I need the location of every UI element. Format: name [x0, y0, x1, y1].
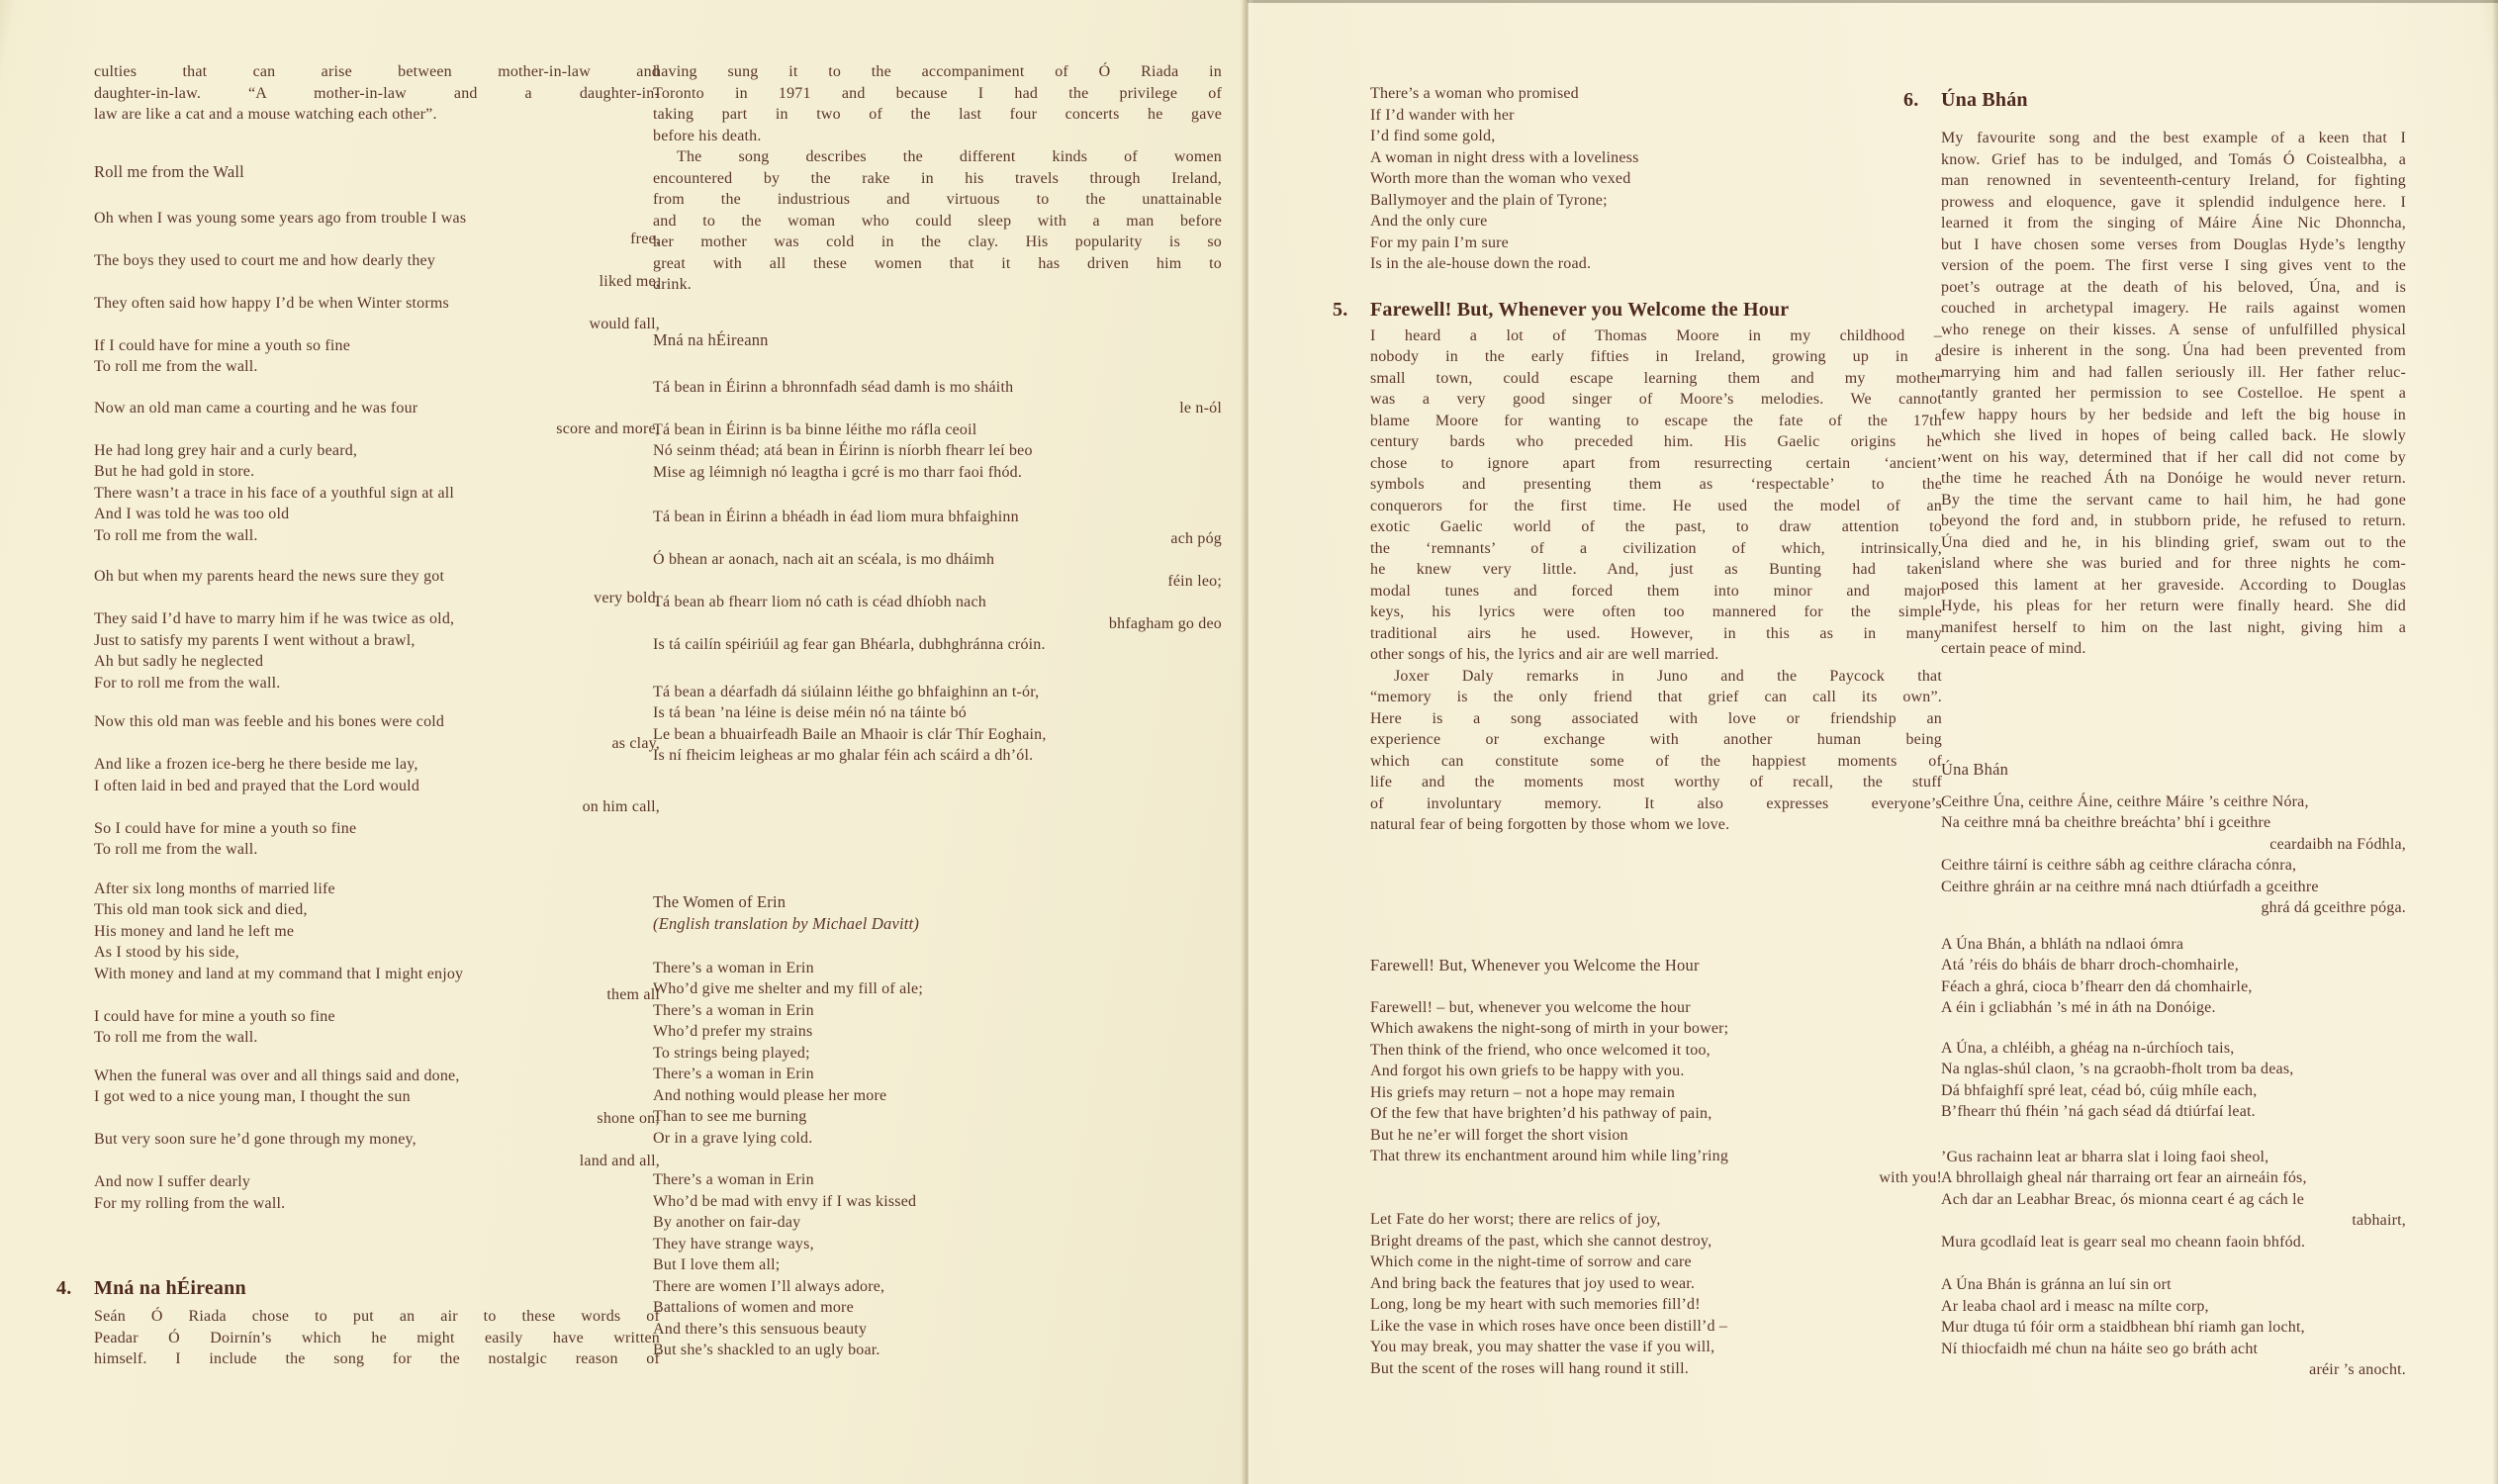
section-heading [1333, 297, 1942, 324]
prose-line: Úna died and he, in his blinding grief, swam out to the [1941, 533, 2406, 551]
verse-line: To strings being played; [653, 1044, 810, 1062]
verse-line: Let Fate do her worst; there are relics of joy, [1370, 1211, 1661, 1228]
verse-line: There are women I’ll always adore, [653, 1277, 885, 1295]
prose-line: tantly granted her permission to see Costelloe. He spent a [1941, 385, 2406, 402]
page-right-edge [2492, 0, 2498, 1484]
section-title: Úna Bhán [1941, 89, 2028, 111]
column-2 [653, 61, 1222, 1361]
verse-line: tabhairt, [2352, 1212, 2406, 1229]
verse-line: Mura gcodlaíd leat is gearr seal mo cheann faoin bhfód. [1941, 1233, 2306, 1251]
verse-line: B’fhearr thú fhéin ’ná gach séad dá dtiúrfaí leat. [1941, 1103, 2256, 1120]
verse-line: aréir ’s anocht. [2309, 1361, 2406, 1378]
prose-line: other songs of his, the lyrics and air are well married. [1370, 646, 1719, 663]
verse-line: There’s a woman in Erin [653, 1001, 814, 1019]
verse-stanza [1941, 1038, 2406, 1123]
verse-line: Who’d give me shelter and my fill of ale; [653, 980, 924, 997]
prose-line: My favourite song and the best example of a keen that I [1941, 130, 2406, 146]
verse-line: For my pain I’m sure [1370, 233, 1509, 251]
prose-line: which she lived in hopes of being called back. He slowly [1941, 427, 2406, 444]
prose-line: By the time the servant came to hail him, he had gone [1941, 491, 2406, 509]
verse-line: To roll me from the wall. [94, 841, 258, 858]
verse-line: Is in the ale-house down the road. [1370, 255, 1592, 272]
verse-line: To roll me from the wall. [94, 1029, 258, 1046]
verse-stanza [1941, 1274, 2406, 1381]
prose-paragraph [94, 1306, 660, 1370]
prose-line: conquerors for the first time. He used the model of an [1370, 497, 1942, 514]
prose-line: Toronto in 1971 and because I had the privilege of [653, 84, 1222, 102]
column-1 [56, 61, 660, 1370]
verse-line: A bhrollaigh gheal nár tharraing ort fear an airneáin fós, [1941, 1169, 2307, 1186]
prose-line: couched in archetypal imagery. He rails against women [1941, 300, 2406, 317]
verse-line: There’s a woman in Erin [653, 1066, 814, 1082]
verse-line: Of the few that have brighten’d his pathway of pain, [1370, 1105, 1712, 1122]
verse-stanza [94, 879, 660, 1049]
verse-line: There’s a woman who promised [1370, 85, 1579, 102]
prose-line: “memory is the only friend that grief can call its own”. [1370, 689, 1942, 705]
verse-line: I often laid in bed and prayed that the Lord would [94, 777, 420, 794]
prose-line: I heard a lot of Thomas Moore in my childhood – [1370, 326, 1942, 344]
prose-line: was a very good singer of Moore’s melodies. We cannot [1370, 391, 1942, 408]
verse-line: Is tá bean ’na léine is deise méin nó na táinte bó [653, 704, 968, 721]
prose-line: having sung it to the accompaniment of Ó Riada in [653, 63, 1222, 80]
prose-line: beyond the ford and, in stubborn pride, he refused to return. [1941, 512, 2406, 529]
prose-line: Here is a song associated with love or friendship an [1370, 709, 1942, 727]
verse-stanza [1370, 1209, 1942, 1379]
verse-stanza [653, 507, 1222, 656]
verse-stanza [1370, 83, 1942, 275]
verse-line: Na nglas-shúl claon, ’s na gcraobh-fholt trom ba deas, [1941, 1061, 2294, 1077]
prose-line: blame Moore for wanting to escape the fate of the 17th [1370, 412, 1942, 429]
verse-line: But the scent of the roses will hang round it still. [1370, 1359, 1689, 1377]
prose-line: poet’s outrage at the death of his beloved, Úna, and is [1941, 278, 2406, 296]
verse-line: And I was told he was too old [94, 506, 290, 522]
verse-line: shone on; [597, 1109, 660, 1127]
verse-line: Then think of the friend, who once welcomed it too, [1370, 1041, 1711, 1059]
prose-line: of involuntary memory. It also expresses everyone’s [1370, 794, 1942, 812]
verse-line: By another on fair-day [653, 1214, 801, 1231]
verse-line: He had long grey hair and a curly beard, [94, 441, 358, 459]
prose-line: culties that can arise between mother-in-law and [94, 63, 660, 80]
verse-line: For my rolling from the wall. [94, 1194, 286, 1212]
prose-paragraph [1370, 666, 1942, 836]
verse-line: Is ní fheicim leigheas ar mo ghalar féin ach scáird a dh’ól. [653, 747, 1034, 764]
prose-line: went on his way, determined that if her call did not come by [1941, 448, 2406, 466]
verse-line: very bold, [594, 589, 660, 606]
prose-paragraph [1370, 325, 1942, 666]
prose-paragraph [94, 61, 660, 126]
verse-line: There’s a woman in Erin [653, 1171, 814, 1188]
prose-line: man renowned in seventeenth-century Ireland, for fighting [1941, 172, 2406, 189]
prose-line: he knew very little. And, just as Bunting had taken [1370, 561, 1942, 578]
verse-line: After six long months of married life [94, 880, 335, 897]
verse-line: Tá bean in Éirinn is ba binne léithe mo ráfla ceoil [653, 420, 977, 438]
verse-stanza [1941, 1147, 2406, 1253]
section-title: Mná na hÉireann [94, 1277, 246, 1299]
verse-line: Ach dar an Leabhar Breac, ós mionna ceart é ag cách le [1941, 1190, 2305, 1208]
verse-line: A Úna, a chléibh, a ghéag na n-úrchíoch tais, [1941, 1039, 2235, 1057]
prose-paragraph [653, 146, 1222, 296]
prose-line: daughter-in-law. “A mother-in-law and a daughter-in- [94, 84, 660, 102]
verse-line: Féach a ghrá, cioca b’fhearr den dá chomhairle, [1941, 977, 2253, 995]
verse-stanza [653, 682, 1222, 767]
prose-line: Peadar Ó Doirnín’s which he might easily have written [94, 1329, 660, 1346]
verse-line: bhfagham go deo [1108, 614, 1222, 632]
verse-line: And nothing would please her more [653, 1086, 887, 1104]
verse-line: score and more, [556, 420, 660, 437]
prose-line: symbols and presenting them as ‘respectable’ to the [1370, 476, 1942, 493]
verse-line: I could have for mine a youth so fine [94, 1007, 335, 1025]
prose-line: few happy hours by her bedside and left the big house in [1941, 406, 2406, 423]
verse-line: ghrá dá gceithre póga. [2261, 899, 2406, 916]
verse-line: Who’d be mad with envy if I was kissed [653, 1192, 917, 1210]
verse-line: A Úna Bhán, a bhláth na ndlaoi ómra [1941, 935, 2184, 953]
verse-line: Like the vase in which roses have once been distill’d – [1370, 1317, 1728, 1335]
verse-line: And like a frozen ice-berg he there beside me lay, [94, 756, 418, 773]
prose-line: before his death. [653, 127, 762, 144]
prose-line: drink. [653, 276, 692, 293]
verse-line: ’Gus rachainn leat ar bharra slat i loing faoi sheol, [1941, 1148, 2269, 1165]
verse-line: free, [630, 231, 660, 247]
song-title: Roll me from the Wall [94, 161, 244, 181]
prose-line: law are like a cat and a mouse watching each other”. [94, 106, 437, 123]
verse-line: ach póg [1170, 529, 1222, 547]
verse-line: liked me, [599, 273, 660, 290]
verse-line: To roll me from the wall. [94, 526, 258, 544]
prose-line: chose to ignore apart from resurrecting certain ‘ancient’ [1370, 454, 1942, 472]
prose-line: exotic Gaelic world of the past, to draw attention to [1370, 518, 1942, 535]
gutter-fold [1241, 0, 1254, 1484]
verse-line: There wasn’t a trace in his face of a youthful sign at all [94, 484, 455, 502]
prose-line: great with all these women that it has driven him to [653, 254, 1222, 272]
verse-line: But very soon sure he’d gone through my money, [94, 1131, 416, 1148]
verse-line: ceardaibh na Fódhla, [2269, 835, 2406, 853]
verse-line: I’d find some gold, [1370, 128, 1496, 144]
verse-line: Now this old man was feeble and his bones were cold [94, 713, 445, 730]
verse-line: Ballymoyer and the plain of Tyrone; [1370, 191, 1608, 209]
verse-line: Tá bean ab fhearr liom nó cath is céad dhíobh nach [653, 594, 986, 610]
verse-line: Tá bean in Éirinn a bhronnfadh séad damh is mo sháith [653, 378, 1014, 396]
prose-line: the ‘remnants’ of a civilization of which, intrinsically, [1370, 539, 1942, 557]
verse-stanza [94, 711, 660, 861]
verse-stanza [653, 1169, 1222, 1361]
column-3 [1333, 83, 1942, 1379]
verse-line: Tá bean a déarfadh dá siúlainn léithe go bhfaighinn an t-ór, [653, 683, 1040, 700]
verse-line: I got wed to a nice young man, I thought the sun [94, 1088, 411, 1105]
verse-line: them all [606, 986, 660, 1003]
verse-line: To roll me from the wall. [94, 358, 258, 375]
verse-line: This old man took sick and died, [94, 901, 308, 918]
prose-line: know. Grief has to be indulged, and Tomás Ó Coistealbha, a [1941, 150, 2406, 168]
prose-line: Joxer Daly remarks in Juno and the Paycock that [1394, 667, 1942, 685]
verse-line: A éin i gcliabhán ’s mé in áth na Donóige. [1941, 999, 2216, 1016]
verse-stanza [94, 1066, 660, 1215]
verse-stanza [94, 398, 660, 547]
verse-line: with you! [1879, 1168, 1942, 1186]
prose-line: her mother was cold in the clay. His popularity is so [653, 233, 1222, 250]
prose-line: life and the moments most worthy of recall, the stuff [1370, 774, 1942, 790]
verse-line: But he ne’er will forget the short vision [1370, 1126, 1628, 1144]
prose-line: The song describes the different kinds of women [677, 148, 1222, 165]
prose-line: posed this lament at her graveside. According to Douglas [1941, 576, 2406, 594]
prose-line: himself. I include the song for the nostalgic reason of [94, 1350, 660, 1367]
verse-line: Ceithre Úna, ceithre Áine, ceithre Máire ’s ceithre Nóra, [1941, 792, 2309, 810]
verse-line: Or in a grave lying cold. [653, 1129, 813, 1147]
verse-line: Who’d prefer my strains [653, 1023, 813, 1040]
verse-stanza [94, 566, 660, 694]
prose-line: modal tunes and forced them into minor and major [1370, 582, 1942, 600]
prose-line: Seán Ó Riada chose to put an air to these words of [94, 1308, 660, 1325]
verse-line: They said I’d have to marry him if he was twice as old, [94, 610, 455, 627]
verse-line: And the only cure [1370, 213, 1488, 230]
prose-line: who renege on their kisses. A sense of unfulfilled physical [1941, 321, 2406, 338]
prose-paragraph [1941, 128, 2406, 660]
verse-line: Ar leaba chaol ard i measc na mílte corp, [1941, 1297, 2209, 1315]
verse-line: But I love them all; [653, 1256, 781, 1273]
verse-line: Ah but sadly he neglected [94, 653, 264, 670]
verse-line: Now an old man came a courting and he was four [94, 399, 418, 417]
verse-line: Just to satisfy my parents I went without a brawl, [94, 631, 416, 649]
song-title: Úna Bhán [1941, 759, 2009, 779]
verse-line: land and all, [579, 1152, 660, 1169]
prose-line: certain peace of mind. [1941, 640, 2086, 657]
verse-line: And bring back the features that joy used to wear. [1370, 1274, 1696, 1292]
verse-line: So I could have for mine a youth so fine [94, 819, 357, 837]
prose-line: manifest herself to him on the last night, giving him a [1941, 618, 2406, 636]
verse-line: If I’d wander with her [1370, 106, 1515, 124]
prose-line: small town, could escape learning them and my mother [1370, 369, 1942, 387]
prose-line: traditional airs he used. However, in this as in many [1370, 624, 1942, 642]
verse-line: Oh but when my parents heard the news sure they got [94, 568, 445, 585]
verse-line: Na ceithre mná ba cheithre breáchta’ bhí i gceithre [1941, 814, 2271, 831]
verse-line: Than to see me burning [653, 1108, 807, 1125]
verse-line: Oh when I was young some years ago from trouble I was [94, 209, 467, 227]
verse-line: Nó seinm théad; atá bean in Éirinn is níorbh fhearr leí beo [653, 442, 1033, 459]
verse-line: Mur dtuga tú fóir orm a staidbhean bhí riamh gan locht, [1941, 1319, 2305, 1336]
verse-stanza [653, 958, 1222, 1150]
prose-line: marrying him and had fallen seriously ill. Her father reluc- [1941, 363, 2406, 381]
verse-line: And there’s this sensuous beauty [653, 1320, 868, 1338]
verse-line: Ó bhean ar aonach, nach ait an scéala, is mo dháimh [653, 551, 995, 568]
prose-line: nobody in the early fifties in Ireland, growing up in a [1370, 348, 1942, 365]
verse-stanza [653, 377, 1222, 484]
prose-line: from the industrious and virtuous to the unattainable [653, 191, 1222, 208]
prose-line: encountered by the rake in his travels through Ireland, [653, 169, 1222, 187]
prose-line: the time he reached Áth na Donóige he would never return. [1941, 470, 2406, 487]
verse-line: Battalions of women and more [653, 1299, 854, 1316]
verse-line: As I stood by his side, [94, 944, 239, 961]
prose-line: but I have chosen some verses from Douglas Hyde’s lengthy [1941, 235, 2406, 253]
prose-paragraph [653, 61, 1222, 146]
verse-line: With money and land at my command that I might enjoy [94, 965, 464, 982]
verse-line: A Úna Bhán is gránna an luí sin ort [1941, 1276, 2172, 1293]
verse-line: Ceithre ghráin ar na ceithre mná nach dtiúrfadh a gceithre [1941, 878, 2319, 895]
section-number: 6. [1903, 89, 1919, 111]
verse-line: His money and land he left me [94, 922, 295, 940]
prose-line: which can constitute some of the happiest moments of [1370, 752, 1942, 770]
verse-line: There’s a woman in Erin [653, 959, 814, 976]
prose-line: Hyde, his pleas for her return were finally heard. She did [1941, 598, 2406, 614]
verse-line: Dá bhfaighfí spré leat, céad bó, cúig mhíle each, [1941, 1081, 2258, 1099]
prose-line: desire is inherent in the song. Úna had been prevented from [1941, 342, 2406, 359]
prose-line: version of the poem. The first verse I sing gives vent to the [1941, 257, 2406, 274]
verse-line: would fall, [589, 316, 660, 332]
verse-line: Le bean a bhuairfeadh Baile an Mhaoir is clár Thír Eoghain, [653, 725, 1047, 743]
verse-line: Ní thiocfaidh mé chun na háite seo go bráth acht [1941, 1340, 2259, 1357]
section-title: Farewell! But, Whenever you Welcome the Hour [1370, 298, 1790, 321]
verse-line: Which come in the night-time of sorrow and care [1370, 1253, 1692, 1270]
prose-line: prowess and eloquence, gave it splendid indulgence here. I [1941, 193, 2406, 211]
verse-line: They have strange ways, [653, 1235, 814, 1252]
prose-line: century bards who preceded him. His Gaelic origins he [1370, 433, 1942, 450]
section-number: 5. [1333, 298, 1348, 321]
verse-line: For to roll me from the wall. [94, 674, 281, 692]
verse-line: Is tá cailín spéiriúil ag fear gan Bhéarla, dubhghránna cróin. [653, 636, 1046, 653]
verse-line: Mise ag léimnigh nó leagtha i gcré is mo tharr faoi fhód. [653, 463, 1023, 481]
verse-line: And now I suffer dearly [94, 1173, 251, 1190]
prose-line: taking part in two of the last four concerts he gave [653, 106, 1222, 123]
verse-line: That threw its enchantment around him while ling’ring [1370, 1148, 1729, 1164]
verse-line: But he had gold in store. [94, 463, 255, 480]
prose-line: learned it from the singing of Máire Áine Nic Dhonncha, [1941, 215, 2406, 232]
verse-line: Farewell! – but, whenever you welcome the hour [1370, 998, 1691, 1016]
verse-line: féin leo; [1167, 572, 1222, 590]
song-title: The Women of Erin [653, 891, 786, 911]
prose-line: and to the woman who could sleep with a man before [653, 212, 1222, 230]
verse-line: Worth more than the woman who vexed [1370, 170, 1631, 187]
verse-line: When the funeral was over and all things said and done, [94, 1067, 460, 1084]
prose-line: keys, his lyrics were often too mannered for the simple [1370, 603, 1942, 620]
verse-line: Long, long be my heart with such memories fill’d! [1370, 1296, 1701, 1313]
verse-stanza [1941, 791, 2406, 919]
verse-line: A woman in night dress with a loveliness [1370, 148, 1639, 166]
section-heading [1903, 87, 2406, 114]
verse-line: If I could have for mine a youth so fine [94, 336, 351, 354]
prose-line: island where she was buried and for three nights he com- [1941, 555, 2406, 572]
verse-line: The boys they used to court me and how dearly they [94, 251, 436, 269]
prose-line: experience or exchange with another human being [1370, 731, 1942, 748]
verse-line: Which awakens the night-song of mirth in your bower; [1370, 1020, 1729, 1037]
prose-line: natural fear of being forgotten by those whom we love. [1370, 816, 1730, 833]
verse-line: And forgot his own griefs to be happy with you. [1370, 1063, 1685, 1079]
verse-line: Atá ’réis do bháis de bharr droch-chomhairle, [1941, 957, 2239, 974]
verse-line: on him call, [582, 798, 660, 815]
verse-stanza [94, 208, 660, 378]
verse-line: as clay, [611, 734, 660, 752]
verse-line: They often said how happy I’d be when Winter storms [94, 294, 449, 312]
verse-stanza [1370, 997, 1942, 1189]
song-title: Farewell! But, Whenever you Welcome the Hour [1370, 955, 1700, 974]
verse-line: His griefs may return – not a hope may remain [1370, 1083, 1676, 1101]
song-title: Mná na hÉireann [653, 329, 769, 349]
verse-line: Bright dreams of the past, which she cannot destroy, [1370, 1232, 1712, 1250]
verse-line: Tá bean in Éirinn a bhéadh in éad liom mura bhfaighinn [653, 509, 1019, 525]
section-heading [56, 1275, 660, 1302]
verse-line: But she’s shackled to an ugly boar. [653, 1342, 880, 1358]
verse-line: You may break, you may shatter the vase if you will, [1370, 1339, 1715, 1355]
verse-line: Ceithre táirní is ceithre sábh ag ceithre cláracha cónra, [1941, 857, 2297, 874]
section-number: 4. [56, 1277, 72, 1299]
translation-credit: (English translation by Michael Davitt) [653, 913, 920, 933]
verse-stanza [1941, 934, 2406, 1019]
verse-line: le n-ól [1179, 400, 1222, 417]
